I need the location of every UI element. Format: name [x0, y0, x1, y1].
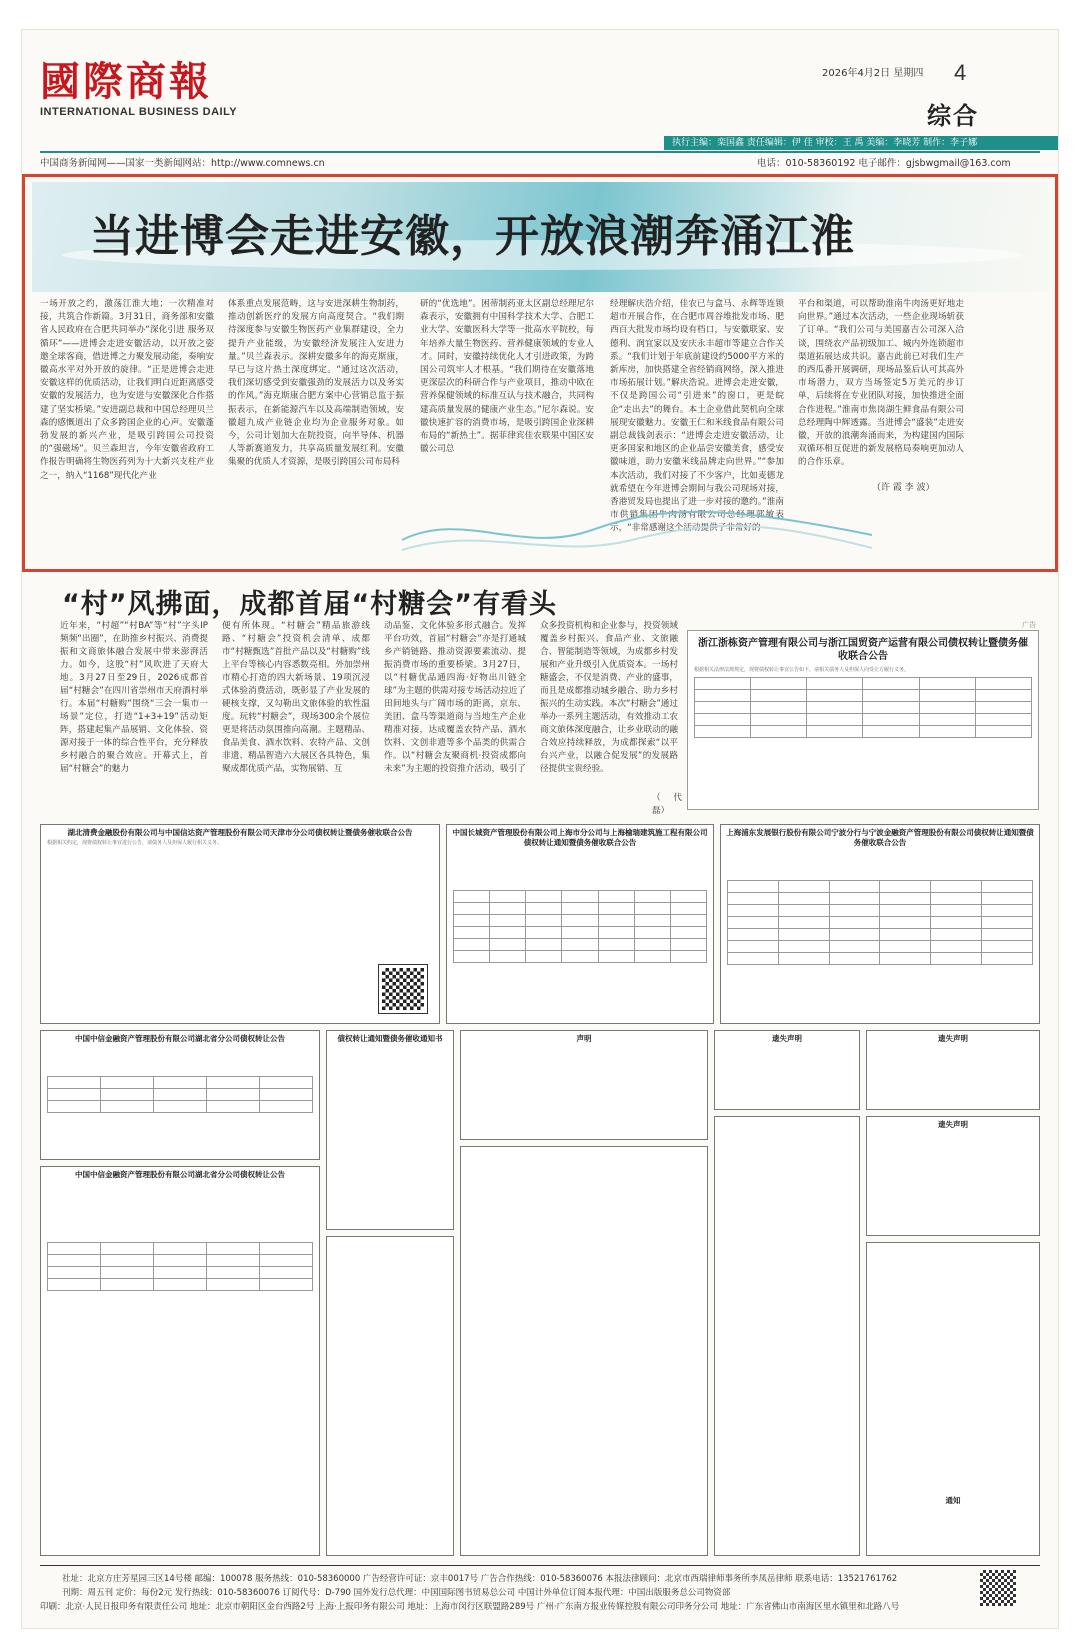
greatwall-ad [446, 824, 714, 1024]
second-column-1: 近年来，“村超”“村BA”等“村”字头IP频频“出圈”，在助推乡村振兴、消费提振和文商旅体融合发展中带来澎湃活力。如今，这股“村”风吹进了天府大地。3月27日至29日，2026成都首届“村糖会”在四川省崇州市天府酒村举行。本届“村糖购”围绕“三会一集市一场景”定位，打造“1+3+19”活动矩阵，搭建起集产品展销、文化体验、资源对接于一体的综合性平台，充分释放乡村融合的聚合效应。开幕式上，首届“村糖会”的魅力 [60, 621, 208, 774]
greatwall-ad-table [453, 890, 707, 963]
mixed-notice-column [460, 1146, 708, 1556]
loss-notice-2 [866, 1030, 1040, 1110]
issue-date: 2026年4月2日 星期四 [822, 68, 924, 79]
second-byline: （代 磊） [652, 793, 682, 816]
loss-notice-1 [714, 1030, 860, 1110]
footer-rule [40, 1565, 1040, 1566]
footer-line-3: 印刷：北京·人民日报印务有限责任公司 地址：北京市朝阳区金台西路2号 上海·上报印务有限公司 地址：上海市闵行区联盟路289号 广州·广东南方报业传媒控股有限公司印务分公司 地址：广东省佛山市南海区里水镇里和北路八号 [40, 1602, 900, 1612]
greatwall-ad-title: 中国长城资产管理股份有限公司上海市分公司与上海榆瑞建筑施工程有限公司债权转让通知暨债务催收联合公告 [452, 828, 708, 847]
website-line: 中国商务新闻网——国家一类新闻网站：http://www.comnews.cn [40, 158, 325, 169]
header-rule [40, 151, 1040, 153]
footer-line-2: 刊期：周五刊 定价：每份2元 发行热线：010-58360076 订阅代号：D-790 国外发行总代理：中国国际图书贸易总公司 中国计外单位订阅本报代理：中国出版服务总公司物资部 [62, 1588, 731, 1598]
hubei-ad-text: 根据相关约定，现将债权转让事宜进行公告，请债务人及担保人履行相关义务。 [47, 840, 223, 846]
zhejiang-ad-table [694, 677, 1032, 738]
citic-ad-2-title: 中国中信金融资产管理股份有限公司湖北省分公司债权转让公告 [75, 1170, 285, 1179]
zhejiang-ad [687, 630, 1039, 810]
loss-notice-2-title: 遗失声明 [938, 1034, 968, 1043]
citic-ad-2-table [47, 1242, 313, 1291]
citic-ad-table [47, 1076, 313, 1113]
lead-column-2: 体系重点发展范畴，这与安进深耕生物制药，推动创新医疗的发展方向高度契合。“我们期待深度参与安徽生物医药产业集群建设，全力提升产业能级，为安徽经济发展注入安进力量。”贝兰森表示。深耕安徽多年的海克斯康，早已与这片热土深度绑定。“通过这次活动，我们深切感受到安徽强劲的发展活力以及务实的作风。”海克斯康合肥方案中心营销总监于振振表示，在新能源汽车以及高端制造领域，安徽超九成产业链企业均为企业服务对象。如今，公司计划加大在院投资，向半导体、机器人等新赛道发力，共享高质量发展红利。安徽集聚的优质人才资源，是吸引跨国公司布局科 [228, 299, 404, 468]
legal-notice-column [326, 1236, 454, 1556]
zhejiang-ad-title: 浙江浙栋资产管理有限公司与浙江国贸资产运营有限公司债权转让暨债务催收联合公告 [698, 638, 1028, 662]
lead-column-1: 一场开放之约，激荡江淮大地；一次精准对接，共筑合作新篇。3月31日，商务部和安徽省人民政府在合肥共同举办“深化引进 服务双循环”——进博会走进安徽活动，以开放之姿邀全球客商，借进博之力聚发展动能，奏响安徽高水平对外开放的旋律。“正是进博会走进安徽这样的优质活动，让我们明白近距离感受安徽的发展活力，也为安进与安徽深化合作搭建了坚实桥梁。”安进副总裁和中国总经理贝兰森的感慨道出了众多跨国企业的心声。安徽蓬勃发展的新兴产业，是吸引跨国公司投资的“强磁场”。贝兰森坦言，今年安徽省政府工作报告明确将生物医药列为十大新兴支柱产业之一，纳入“1168”现代化产业 [40, 299, 214, 481]
lead-byline: （许 霞 李 波） [872, 483, 935, 493]
second-column-3: 动品鉴、文化体验多形式融合。发挥平台功效，首届“村糖会”亦是打通城乡产销链路、推动资源要素流动、提振消费市场的重要桥梁。3月27日，以“村糖优品通四海·好物出川链全球”为主题的供需对接专场活动拉近了田间地头与广阔市场的距离，京东、美团、盒马等渠道商与当地生产企业精准对接，达成覆盖农特产品、酒水饮料、文创非遗等多个品类的供需合作。以“村糖会友聚商机·投资成都向未来”为主题的投资推介活动，吸引了 [384, 621, 526, 774]
ad-label: 广告 [1022, 621, 1036, 629]
editor-credits-bar: 执行主编：栾国鑫 责任编辑：伊 佳 审校：王 禹 美编：李晓芳 制作：李子娜 [664, 136, 1058, 150]
newspaper-english-name: INTERNATIONAL BUSINESS DAILY [40, 106, 238, 118]
loss-notice-3 [866, 1116, 1040, 1236]
citic-ad-2 [40, 1166, 320, 1556]
right-notice-column [866, 1242, 1040, 1556]
footer-line-1: 社址：北京方庄芳星园三区14号楼 邮编：100078 服务热线：010-58360000 广告经营许可证：京丰0017号 广告合作热线：010-58360076 本报法律顾问：北京市西瑞律师事务所李凤岳律师 联系电话：13521761762 [62, 1574, 898, 1584]
debt-notice-title: 债权转让通知暨债务催收通知书 [337, 1034, 443, 1043]
lead-column-4: 经理解庆浩介绍，佳农已与盒马、永辉等连锁超市开展合作，在合肥市周谷堆批发市场、肥西百大批发市场均设有档口，与安徽联家、安德利、润宜家以及安庆永丰超市等建立合作关系。“我们计划于年底前建设约5000平方米的新库房，加快搭建全省经销商网络，深入推进市场拓展计划。”解庆浩说。进博会走进安徽，不仅是跨国公司“引进来”的窗口，更是皖企“走出去”的舞台。本土企业借此契机向全球展现安徽魅力。安徽王仁和米线食品有限公司副总裁钱剑表示：“进博会走进安徽活动，让更多国家和地区的企业品尝安徽美食，感受安徽味道，助力安徽米线品牌走向世界。”“参加本次活动，我们对接了不少客户，比如麦德龙就希望在今年进博会期间与我公司现场对接，香港贸发局也提出了进一步对接的邀约。”淮南市供销集团牛肉汤有限公司总经理郭敏表示，“非常感谢这个活动提供了非常好的 [610, 299, 784, 534]
newspaper-page [22, 30, 1058, 1628]
newspaper-logo: 國際商報 [40, 58, 212, 105]
lead-headline: 当进博会走进安徽，开放浪潮奔涌江淮 [90, 211, 855, 262]
citic-ad-title: 中国中信金融资产管理股份有限公司湖北省分公司债权转让公告 [75, 1034, 285, 1043]
lead-column-5: 平台和渠道，可以帮助淮南牛肉汤更好地走向世界。”通过本次活动，一些企业现场斩获了订单。“我们公司与美国嘉吉公司深入洽谈，围绕农产品初级加工、城内外连锁超市渠道拓展达成共识。嘉吉此前已对我们生产的西瓜番开展调研，现场品鉴后认可其高外市场潜力，双方当场签定5万美元的步订单，后续将在专业团队对接，加快推进全面合作进程。”淮南市焦岗湖生鲜食品有限公司总经理陶中辉透露。当进博会“盛装”走进安徽，开放的浪潮奔涌而来，为构建国内国际双循环相互促进的新发展格局奏响更加动人的合作乐章。 [798, 299, 964, 468]
pufa-ad [720, 824, 1040, 1024]
citic-ad [40, 1030, 320, 1160]
qr-code-icon [379, 965, 427, 1013]
second-column-2: 便有所体现。“村糖会”精品旅游线路、“村糖会”投资机会清单、成都市“村糖甄选”首批产品以及“村糖购”线上平台等核心内容悉数亮相。外加崇州市精心打造的四大新场景、19项沉浸式体验消费活动，既彰显了产业发展的硬核支撑，又勾勒出文旅体验的软性温度。玩转“村糖会”，现场300余个展位更是将活动氛围推向高潮。主题精品、食品美食、酒水饮料、农特产品、文创非遗、精品智造六大展区各具特色，集聚成都优质产品，实物展销、互 [222, 621, 370, 774]
second-headline: “村”风拂面，成都首届“村糖会”有看头 [62, 589, 557, 620]
contact-line: 电话：010-58360192 电子邮件：gjsbwgmail@163.com [757, 158, 1011, 169]
pufa-ad-table [727, 880, 1033, 965]
loss-notice-3-title: 遗失声明 [938, 1120, 968, 1129]
hubei-ad [40, 824, 440, 1024]
loss-notice-1-title: 遗失声明 [772, 1034, 802, 1043]
masthead [40, 60, 238, 132]
section-title: 综合 [927, 101, 979, 130]
notification-title: 通知 [945, 1496, 961, 1505]
second-column-4: 众多投资机构和企业参与，投资领域覆盖乡村振兴、食品产业、文旅融合、智能制造等领域，为成都乡村发展和产业升级引入优质资本。一场村糖盛会，不仅是消费、产业的盛事，而且是成都推动城乡融合、助力乡村振兴的生动实践。本次“村糖会”通过举办一系列主题活动，有效推动工农商文旅体深度融合，让乡业联动的融合效应持续释放，为成都探索“以平台兴产业，以融合促发展”的发展路径提供宝贵经验。 [540, 621, 678, 774]
page-number: 4 [954, 60, 967, 85]
narrow-notice-column [714, 1116, 860, 1556]
pufa-ad-title: 上海浦东发展银行股份有限公司宁波分行与宁波金融资产管理股份有限公司债权转让通知暨债务催收联合公告 [726, 828, 1034, 847]
statement-ad [460, 1030, 708, 1140]
statement-ad-title: 声明 [576, 1034, 592, 1043]
lead-column-3: 研的“优选地”。困蒂制药亚太区副总经理尼尔森表示，安徽拥有中国科学技术大学、合肥工业大学、安徽医科大学等一批高水平院校，每年培养大量生物医药、营养健康领域的专业人才。同时，安徽持续优化人才引进政策，为跨国公司筑牢人才根基。“我们期待在安徽落地更深层次的科研合作与产业项目，推动中欧在营养保健领域的标准互认与技术融合，共同构建高质量发展的健康产业生态。”尼尔森说。安徽快速扩容的消费市场，是吸引跨国企业深耕布局的“新热土”。据菲律宾佳农联果中国区安徽公司总 [420, 299, 594, 455]
footer-qr-code-icon [980, 1570, 1016, 1606]
zhejiang-ad-text: 根据相关法律法规规定，现将债权转让事宜公告如下，请相关债务人及担保人向受让方履行义务。 [694, 667, 910, 673]
hubei-ad-title: 湖北清费金融股份有限公司与中国信达资产管理股份有限公司天津市分公司债权转让暨债务催收联合公告 [67, 828, 413, 837]
debt-notice-ad [326, 1030, 454, 1230]
wave-line-art [402, 500, 872, 560]
